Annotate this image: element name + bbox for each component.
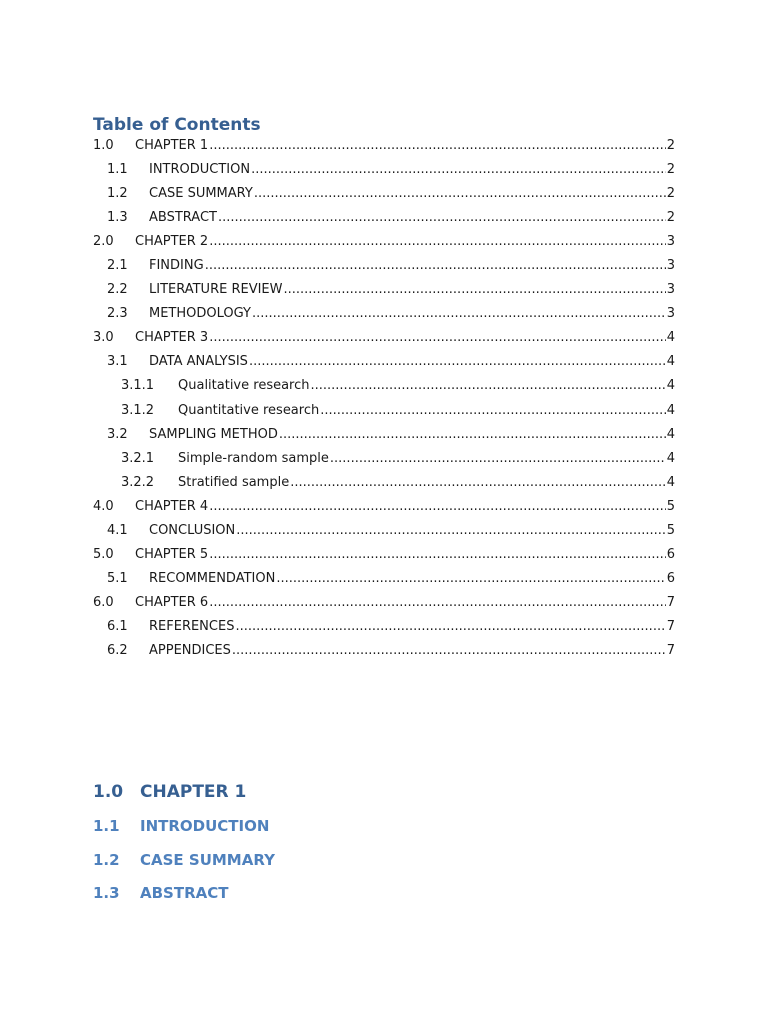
toc-entry[interactable]: [93, 257, 675, 281]
toc-entry-number: 3.1.1: [121, 378, 155, 394]
toc-entry-row[interactable]: [93, 329, 675, 347]
toc-entry-label[interactable]: CHAPTER 4: [135, 498, 209, 514]
toc-entry-row[interactable]: [93, 377, 675, 395]
toc-title: Table of Contents: [93, 115, 261, 135]
heading-label: INTRODUCTION: [140, 817, 270, 835]
toc-dot-leader: [290, 474, 666, 492]
toc-entry-label[interactable]: REFERENCES: [149, 618, 235, 634]
toc-entry[interactable]: [93, 402, 675, 426]
toc-entry-label[interactable]: CHAPTER 6: [135, 594, 209, 610]
toc-entry-label[interactable]: Quantitative research: [178, 402, 320, 418]
toc-entry-number: 3.2.1: [121, 450, 155, 466]
toc-dot-leader: [209, 233, 666, 251]
toc-entry-label[interactable]: Qualitative research: [178, 378, 310, 394]
toc-entry-number: 2.0: [93, 234, 114, 250]
toc-entry[interactable]: [93, 137, 675, 161]
toc-entry-number: 4.1: [107, 522, 128, 538]
toc-entry-label[interactable]: CONCLUSION: [149, 522, 236, 538]
toc-entry-row[interactable]: [93, 522, 675, 540]
toc-entry-page-number[interactable]: 2: [666, 138, 675, 153]
toc-entry[interactable]: [93, 185, 675, 209]
heading-label: ABSTRACT: [140, 884, 229, 902]
toc-entry-row[interactable]: [93, 233, 675, 251]
toc-entry-row[interactable]: [93, 281, 675, 299]
toc-entry[interactable]: [93, 570, 675, 594]
toc-entry-page-number[interactable]: 3: [666, 258, 675, 274]
toc-entry-page-number[interactable]: 7: [666, 594, 675, 610]
section-heading: [93, 849, 275, 883]
toc-entry-row[interactable]: [93, 642, 675, 660]
toc-entry-number: 2.1: [107, 258, 128, 274]
toc-entry[interactable]: [93, 329, 675, 353]
toc-entry-page-number[interactable]: 4: [666, 354, 675, 370]
toc-entry[interactable]: [93, 233, 675, 257]
toc-entry-row[interactable]: [93, 570, 675, 588]
heading-number: 1.3: [93, 884, 120, 902]
toc-entry-page-number[interactable]: 3: [666, 234, 675, 250]
toc-entry[interactable]: [93, 498, 675, 522]
heading-number: 1.2: [93, 850, 120, 869]
toc-dot-leader: [209, 594, 666, 612]
toc-entry[interactable]: [93, 209, 675, 233]
toc-dot-leader: [311, 377, 666, 395]
toc-entry-page-number[interactable]: 4: [666, 450, 675, 466]
toc-entry[interactable]: [93, 281, 675, 305]
toc-entry-row[interactable]: [93, 185, 675, 203]
toc-entry[interactable]: [93, 450, 675, 474]
chapter-heading: [93, 780, 275, 815]
toc-entry-label[interactable]: DATA ANALYSIS: [149, 354, 248, 370]
toc-entry-row[interactable]: [93, 546, 675, 564]
toc-entry-page-number[interactable]: 5: [666, 522, 675, 538]
toc-entry-page-number[interactable]: 4: [666, 330, 675, 346]
toc-entry-number: 1.3: [107, 210, 128, 226]
toc-entry-number: 6.1: [107, 618, 128, 634]
toc-entry-page-number[interactable]: 3: [666, 282, 675, 298]
toc-entry-number: 3.2.2: [121, 474, 155, 490]
toc-entry-row[interactable]: [93, 426, 675, 444]
toc-entry[interactable]: [93, 305, 675, 329]
toc-dot-leader: [249, 353, 666, 371]
toc-entry-page-number[interactable]: 3: [666, 306, 675, 322]
heading-label: CASE SUMMARY: [140, 850, 275, 869]
toc-entry-number: 3.2: [107, 426, 128, 442]
toc-entry-row[interactable]: [93, 594, 675, 612]
toc-entry[interactable]: [93, 618, 675, 642]
toc-entry-number: 2.3: [107, 306, 128, 322]
toc-entry-page-number[interactable]: 6: [666, 570, 675, 586]
toc-entry-label[interactable]: ABSTRACT: [149, 210, 217, 226]
toc-entry-page-number[interactable]: 7: [666, 618, 675, 634]
toc-entry-page-number[interactable]: 4: [666, 402, 675, 418]
toc-entry-label[interactable]: CHAPTER 1: [135, 138, 209, 153]
toc-entry-number: 1.1: [107, 162, 128, 178]
toc-entry-label[interactable]: METHODOLOGY: [149, 306, 252, 322]
heading-number: 1.0: [93, 782, 124, 802]
toc-dot-leader: [232, 642, 666, 660]
toc-entry-label[interactable]: SAMPLING METHOD: [149, 426, 278, 442]
toc-dot-leader: [235, 618, 665, 636]
toc-dot-leader: [276, 570, 665, 588]
toc-entry-number: 1.2: [107, 186, 128, 202]
toc-entry-label[interactable]: INTRODUCTION: [149, 162, 251, 178]
toc-entry-row[interactable]: [93, 257, 675, 275]
toc-entry[interactable]: [93, 353, 675, 377]
toc-dot-leader: [284, 281, 666, 299]
toc-entry[interactable]: [93, 522, 675, 546]
toc-entry[interactable]: [93, 426, 675, 450]
toc-entry-number: 5.1: [107, 570, 128, 586]
toc-entry-number: 2.2: [107, 282, 128, 298]
toc-entry-row[interactable]: [93, 402, 675, 420]
toc-entry[interactable]: [93, 546, 675, 570]
toc-entry-number: 6.2: [107, 642, 128, 658]
toc-entry-page-number[interactable]: 5: [666, 498, 675, 514]
toc-dot-leader: [209, 137, 666, 155]
toc-entry-label[interactable]: CASE SUMMARY: [149, 186, 253, 202]
toc-entry-number: 6.0: [93, 594, 114, 610]
toc-entry-page-number[interactable]: 4: [666, 474, 675, 490]
toc-dot-leader: [209, 329, 666, 347]
table-of-contents: [93, 137, 675, 666]
toc-dot-leader: [254, 185, 666, 203]
toc-dot-leader: [251, 161, 666, 179]
toc-entry-page-number[interactable]: 2: [666, 162, 675, 178]
toc-entry-label[interactable]: APPENDICES: [149, 642, 231, 658]
toc-entry-label[interactable]: Stratified sample: [178, 474, 290, 490]
heading-number: 1.1: [93, 817, 120, 835]
toc-dot-leader: [252, 305, 666, 323]
toc-dot-leader: [209, 546, 666, 564]
toc-entry-number: 3.1: [107, 354, 128, 370]
toc-entry-label[interactable]: LITERATURE REVIEW: [149, 282, 283, 298]
toc-entry-row[interactable]: [93, 353, 675, 371]
toc-entry-label[interactable]: CHAPTER 5: [135, 546, 209, 562]
toc-entry-page-number[interactable]: 4: [666, 426, 675, 442]
toc-entry-label[interactable]: FINDING: [149, 258, 204, 274]
toc-entry[interactable]: [93, 377, 675, 401]
toc-entry-label[interactable]: CHAPTER 2: [135, 234, 209, 250]
toc-dot-leader: [279, 426, 666, 444]
toc-entry-row[interactable]: [93, 161, 675, 179]
toc-entry-number: 1.0: [93, 138, 114, 153]
toc-entry-number: 3.0: [93, 330, 114, 346]
toc-entry-row[interactable]: [93, 137, 675, 155]
section-heading: [93, 882, 275, 916]
toc-entry-row[interactable]: [93, 498, 675, 516]
toc-dot-leader: [218, 209, 666, 227]
section-heading: [93, 815, 275, 849]
toc-entry-page-number[interactable]: 6: [666, 546, 675, 562]
toc-entry[interactable]: [93, 642, 675, 666]
toc-dot-leader: [205, 257, 666, 275]
toc-entry-row[interactable]: [93, 474, 675, 492]
toc-entry-number: 5.0: [93, 546, 114, 562]
toc-entry-label[interactable]: CHAPTER 3: [135, 330, 209, 346]
toc-dot-leader: [236, 522, 665, 540]
toc-entry-number: 3.1.2: [121, 402, 155, 418]
toc-entry-number: 4.0: [93, 498, 114, 514]
toc-entry-row[interactable]: [93, 618, 675, 636]
toc-entry[interactable]: [93, 161, 675, 185]
toc-entry[interactable]: [93, 594, 675, 618]
toc-entry-row[interactable]: [93, 209, 675, 227]
heading-label: CHAPTER 1: [140, 782, 247, 802]
chapter-headings: [93, 780, 275, 916]
toc-dot-leader: [320, 402, 665, 420]
toc-entry-label[interactable]: Simple-random sample: [178, 450, 329, 466]
toc-entry-page-number[interactable]: 2: [666, 186, 675, 202]
toc-entry-page-number[interactable]: 4: [666, 378, 675, 394]
toc-entry-page-number[interactable]: 7: [666, 642, 675, 658]
toc-entry[interactable]: [93, 474, 675, 498]
toc-entry-row[interactable]: [93, 305, 675, 323]
toc-entry-page-number[interactable]: 2: [666, 210, 675, 226]
toc-dot-leader: [330, 450, 666, 468]
toc-entry-row[interactable]: [93, 450, 675, 468]
toc-entry-label[interactable]: RECOMMENDATION: [149, 570, 276, 586]
toc-dot-leader: [209, 498, 666, 516]
